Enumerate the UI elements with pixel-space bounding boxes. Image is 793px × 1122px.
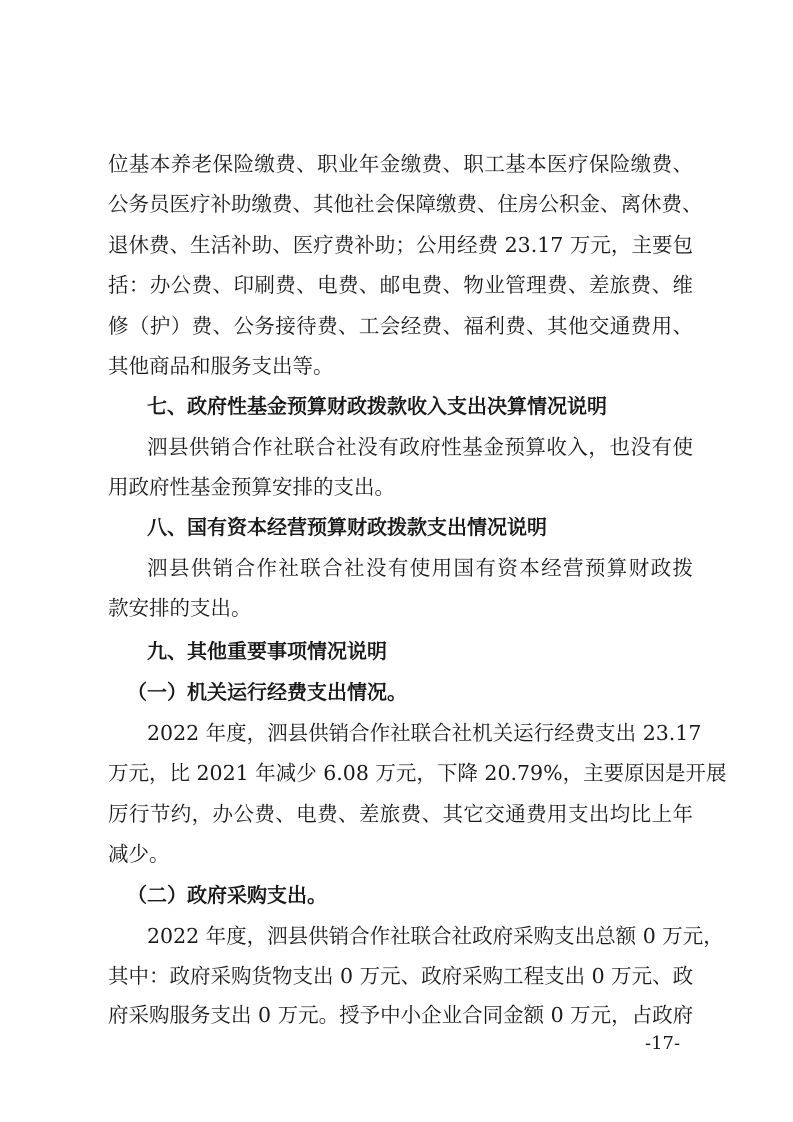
section-heading: 九、其他重要事项情况说明	[147, 639, 387, 663]
paragraph-line: 款安排的支出。	[108, 596, 252, 620]
paragraph-line: 退休费、生活补助、医疗费补助；公用经费 23.17 万元，主要包	[108, 233, 693, 257]
paragraph-line: 厉行节约，办公费、电费、差旅费、其它交通费用支出均比上年	[108, 802, 693, 826]
subsection-heading: （一）机关运行经费支出情况。	[127, 680, 407, 704]
paragraph-line: 其中：政府采购货物支出 0 万元、政府采购工程支出 0 万元、政	[108, 964, 694, 988]
page-number: -17-	[645, 1033, 681, 1054]
paragraph-line: 位基本养老保险缴费、职业年金缴费、职工基本医疗保险缴费、	[108, 152, 693, 176]
paragraph-line: 减少。	[108, 842, 170, 866]
paragraph-line: 修（护）费、公务接待费、工会经费、福利费、其他交通费用、	[108, 314, 693, 338]
paragraph-line: 其他商品和服务支出等。	[108, 354, 334, 378]
paragraph-line: 用政府性基金预算安排的支出。	[108, 475, 395, 499]
paragraph-line: 括：办公费、印刷费、电费、邮电费、物业管理费、差旅费、维	[108, 273, 693, 297]
paragraph-line: 泗县供销合作社联合社没有政府性基金预算收入，也没有使	[147, 435, 693, 459]
paragraph-line: 泗县供销合作社联合社没有使用国有资本经营预算财政拨	[147, 556, 693, 580]
paragraph-line: 2022 年度，泗县供销合作社联合社政府采购支出总额 0 万元，	[147, 924, 724, 948]
paragraph-line: 2022 年度，泗县供销合作社联合社机关运行经费支出 23.17	[147, 721, 702, 745]
paragraph-line: 万元，比 2021 年减少 6.08 万元，下降 20.79%，主要原因是开展	[108, 761, 727, 785]
section-heading: 八、国有资本经营预算财政拨款支出情况说明	[147, 515, 547, 539]
paragraph-line: 公务员医疗补助缴费、其他社会保障缴费、住房公积金、离休费、	[108, 192, 703, 216]
subsection-heading: （二）政府采购支出。	[127, 883, 327, 907]
paragraph-line: 府采购服务支出 0 万元。授予中小企业合同金额 0 万元，占政府	[108, 1003, 694, 1027]
section-heading: 七、政府性基金预算财政拨款收入支出决算情况说明	[147, 394, 607, 418]
